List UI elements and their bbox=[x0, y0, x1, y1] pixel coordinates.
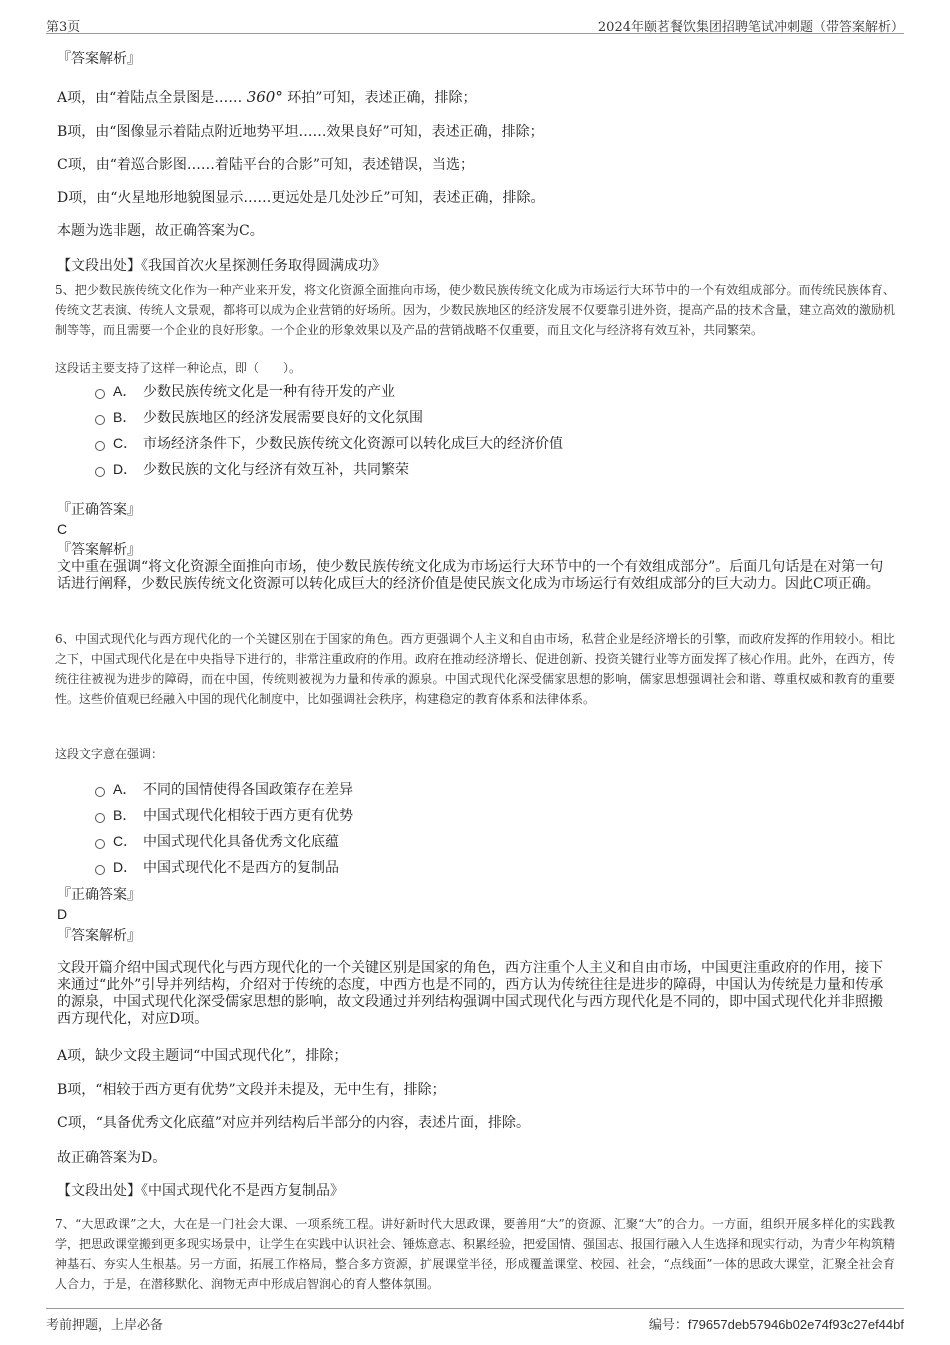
q4-analysis-line-c: C项，由“着巡合影图……着陆平台的合影”可知，表述错误，当选； bbox=[57, 157, 475, 173]
q6-answer: D bbox=[57, 906, 68, 922]
radio-icon[interactable] bbox=[95, 839, 105, 849]
q6-conclusion: 故正确答案为D。 bbox=[57, 1150, 167, 1166]
q6-option-b-text: 中国式现代化相较于西方更有优势 bbox=[143, 808, 353, 824]
q6-option-b-letter: B． bbox=[113, 807, 137, 823]
q6-stem: 6、中国式现代化与西方现代化的一个关键区别在于国家的角色。西方更强调个人主义和自由市场，私营企业是经济增长的引擎，而政府发挥的作用较小。相比之下，中国式现代化是在中央指导下进行的，非常注重政府的作用。政府在推动经济增长、促进创新、投资关键行业等方面发挥了核心作用。此外，在西方，传统往往被视为进步的障碍，而在中国，传统则被视为力量和传承的源泉。中国式现代化深受儒家思想的影响，儒家思想强调社会和谐、尊重权威和教育的重要性。这些价值观已经融入中国的现代化制度中，比如强调社会秩序，构建稳定的教育体系和法律体系。 bbox=[55, 632, 896, 706]
q4-line-a-math: 360° bbox=[246, 88, 283, 106]
q5-analysis: 文中重在强调“将文化资源全面推向市场，使少数民族传统文化成为市场运行大环节中的一个有效组成部分”。后面几句话是在对第一句话进行阐释，少数民族传统文化资源可以转化成巨大的经济价值是使民族文化成为市场运行有效组成部分的巨大动力。因此C项正确。 bbox=[57, 559, 884, 592]
q4-analysis-line-d: D项，由“火星地形地貌图显示……更远处是几处沙丘”可知，表述正确，排除。 bbox=[57, 190, 545, 206]
q5-option-a[interactable] bbox=[95, 381, 395, 402]
q4-analysis-line-a bbox=[57, 88, 476, 107]
radio-icon[interactable] bbox=[95, 813, 105, 823]
q4-conclusion: 本题为选非题，故正确答案为C。 bbox=[57, 223, 264, 239]
q5-stem: 5、把少数民族传统文化作为一种产业来开发，将文化资源全面推向市场，使少数民族传统文化成为市场运行大环节中的一个有效组成部分。而传统民族体育、传统文艺表演、传统人文景观，都将可以成为企业营销的好场所。因为，少数民族地区的经济发展不仅要靠引进外资，提高产品的技术含量，建立高效的激励机制等等，而且需要一个企业的良好形象。一个企业的形象效果以及产品的营销战略不仅重要，而且文化与经济将有效互补，共同繁荣。 bbox=[55, 283, 896, 337]
q6-option-c-letter: C． bbox=[113, 833, 138, 849]
q6-analysis: 文段开篇介绍中国式现代化与西方现代化的一个关键区别是国家的角色，西方注重个人主义和自由市场，中国更注重政府的作用，接下来通过“此外”引导并列结构，介绍对于传统的态度，中西方也是不同的，西方认为传统往往是进步的障碍，中国认为传统是力量和传承的源泉，中国式现代化深受儒家思想的影响，故文段通过并列结构强调中国式现代化与西方现代化是不同的，即中国式现代化并非照搬西方现代化，对应D项。 bbox=[57, 960, 884, 1027]
page-header bbox=[46, 14, 904, 34]
q5-option-a-text: 少数民族传统文化是一种有待开发的产业 bbox=[143, 384, 395, 400]
q6-source-label: 【文段出处】 bbox=[57, 1183, 141, 1199]
q4-source-label: 【文段出处】 bbox=[57, 258, 141, 274]
q5-answer: C bbox=[57, 521, 68, 537]
radio-icon[interactable] bbox=[95, 415, 105, 425]
q5-option-d-letter: D． bbox=[113, 461, 138, 477]
q5-option-b-text: 少数民族地区的经济发展需要良好的文化氛围 bbox=[143, 410, 423, 426]
q5-question: 这段话主要支持了这样一种论点，即（ ）。 bbox=[55, 361, 302, 375]
q6-option-c[interactable] bbox=[95, 831, 339, 852]
q6-option-b[interactable] bbox=[95, 805, 353, 826]
q6-source bbox=[57, 1182, 344, 1200]
q5-answer-title: 『正确答案』 bbox=[57, 502, 141, 518]
radio-icon[interactable] bbox=[95, 865, 105, 875]
q6-analysis-title: 『答案解析』 bbox=[57, 928, 141, 944]
q6-option-c-text: 中国式现代化具备优秀文化底蕴 bbox=[143, 834, 339, 850]
q5-option-c[interactable] bbox=[95, 433, 563, 454]
radio-icon[interactable] bbox=[95, 441, 105, 451]
q5-option-c-text: 市场经济条件下，少数民族传统文化资源可以转化成巨大的经济价值 bbox=[143, 436, 563, 452]
q6-analysis-line-c: C项，“具备优秀文化底蕴”对应并列结构后半部分的内容，表述片面，排除。 bbox=[57, 1115, 531, 1131]
q4-analysis-title: 『答案解析』 bbox=[57, 51, 141, 67]
q5-option-d[interactable] bbox=[95, 459, 409, 480]
q6-option-a-text: 不同的国情使得各国政策存在差异 bbox=[143, 782, 353, 798]
q5-option-d-text: 少数民族的文化与经济有效互补，共同繁荣 bbox=[143, 462, 409, 478]
q6-analysis-line-b: B项，“相较于西方更有优势”文段并未提及，无中生有，排除； bbox=[57, 1082, 446, 1098]
q4-source bbox=[57, 257, 386, 275]
q4-line-a-post: 环拍”可知，表述正确，排除； bbox=[282, 90, 477, 106]
radio-icon[interactable] bbox=[95, 467, 105, 477]
page-number: 第3页 bbox=[46, 20, 81, 35]
q5-option-c-letter: C． bbox=[113, 435, 138, 451]
q5-option-b-letter: B． bbox=[113, 409, 137, 425]
q4-source-title: 《我国首次火星探测任务取得圆满成功》 bbox=[141, 258, 386, 274]
q6-option-d[interactable] bbox=[95, 857, 339, 878]
radio-icon[interactable] bbox=[95, 389, 105, 399]
q6-option-d-text: 中国式现代化不是西方的复制品 bbox=[143, 860, 339, 876]
q6-option-a-letter: A． bbox=[113, 781, 137, 797]
q5-analysis-title: 『答案解析』 bbox=[57, 542, 141, 558]
q6-option-a[interactable] bbox=[95, 779, 353, 800]
q6-option-d-letter: D． bbox=[113, 859, 138, 875]
q5-option-a-letter: A． bbox=[113, 383, 137, 399]
q6-answer-title: 『正确答案』 bbox=[57, 887, 141, 903]
footer-slogan: 考前押题，上岸必备 bbox=[46, 1318, 164, 1333]
footer-serial-number: 编号：f79657deb57946b02e74f93c27ef44bf bbox=[648, 1317, 904, 1332]
q7-stem: 7、“大思政课”之大，大在是一门社会大课、一项系统工程。讲好新时代大思政课，要善用“大”的资源、汇聚“大”的合力。一方面，组织开展多样化的实践教学，把思政课堂搬到更多现实场景中，让学生在实践中认识社会、锤炼意志、积累经验，把爱国情、强国志、报国行融入人生选择和现实行动，为青少年构筑精神基石、夯实人生根基。另一方面，拓展工作格局，整合多方资源，扩展课堂半径，形成覆盖课堂、校园、社会，“点线面”一体的思政大课堂，汇聚全社会育人合力，于是，在潜移默化、润物无声中形成启智润心的育人整体氛围。 bbox=[55, 1217, 896, 1291]
q6-source-title: 《中国式现代化不是西方复制品》 bbox=[141, 1183, 344, 1199]
q4-analysis-line-b: B项，由“图像显示着陆点附近地势平坦……效果良好”可知，表述正确，排除； bbox=[57, 124, 544, 140]
document-title: 2024年颐茗餐饮集团招聘笔试冲刺题（带答案解析） bbox=[597, 20, 904, 35]
q6-analysis-line-a: A项，缺少文段主题词“中国式现代化”，排除； bbox=[57, 1048, 348, 1064]
q4-line-a-pre: A项，由“着陆点全景图是…… bbox=[57, 90, 247, 106]
page-footer bbox=[46, 1308, 904, 1332]
radio-icon[interactable] bbox=[95, 787, 105, 797]
q6-question: 这段文字意在强调： bbox=[55, 747, 164, 761]
q5-option-b[interactable] bbox=[95, 407, 423, 428]
